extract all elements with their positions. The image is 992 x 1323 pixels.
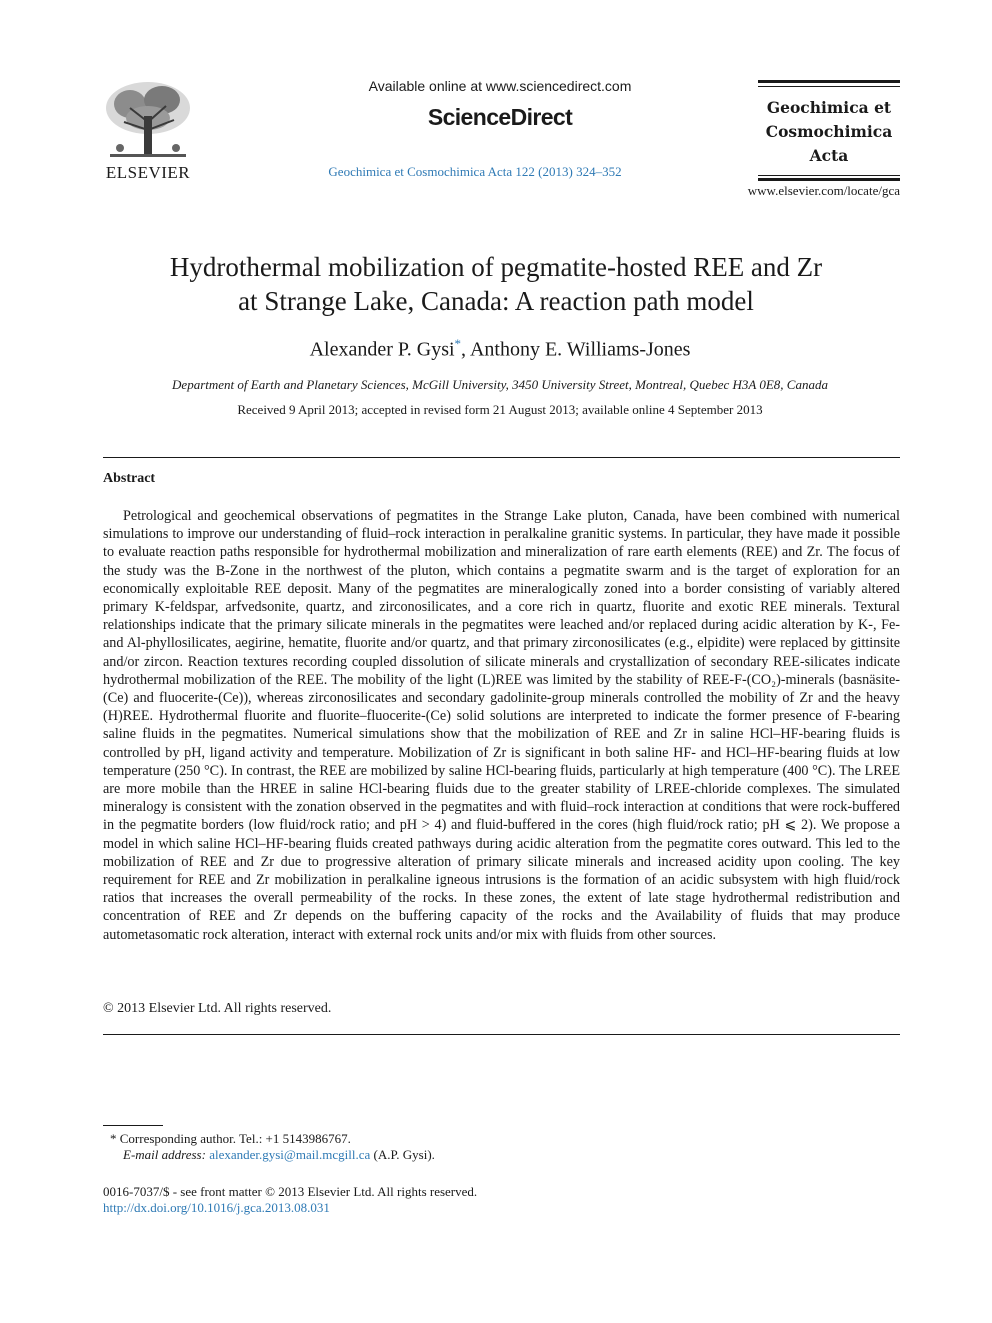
author-name: Anthony E. Williams-Jones [469, 338, 691, 361]
corresponding-author-mark[interactable]: * [454, 336, 462, 351]
journal-title [750, 96, 908, 168]
email-link[interactable]: alexander.gysi@mail.mcgill.ca [209, 1147, 371, 1162]
journal-rule-top-thick [758, 80, 900, 83]
available-online-text: Available online at www.sciencedirect.com [368, 78, 632, 94]
journal-rule-top-thin [758, 86, 900, 87]
journal-rule-bottom-thin [758, 175, 900, 176]
abstract-bottom-rule [103, 1034, 900, 1035]
corresponding-author-footnote: * Corresponding author. Tel.: +1 5143986767. [110, 1131, 351, 1146]
journal-title-line: Acta [809, 146, 849, 165]
received-dates: Received 9 April 2013; accepted in revised form 21 August 2013; available online 4 September 2013 [237, 402, 763, 417]
email-suffix: (A.P. Gysi). [370, 1147, 435, 1162]
article-title [80, 250, 912, 318]
title-line: at Strange Lake, Canada: A reaction path model [238, 286, 754, 316]
email-label: E-mail address: [123, 1147, 206, 1162]
journal-title-line: Cosmochimica [765, 122, 893, 141]
abstract-heading: Abstract [103, 471, 156, 486]
email-footnote [123, 1147, 435, 1163]
title-line: Hydrothermal mobilization of pegmatite-hosted REE and Zr [169, 252, 823, 282]
abstract-body [103, 507, 900, 944]
sciencedirect-wordmark: ScienceDirect [427, 104, 573, 130]
author-separator: , [461, 338, 470, 361]
abstract-text: Petrological and geochemical observations of pegmatites in the Strange Lake pluton, Canada, have been combined with numerical simulations to improve our understanding of fluid–rock interaction in peralkaline granitic systems. In particular, they have made it possible to evaluate reaction paths responsible for hydrothermal mobilization and mineralization of rare earth elements (REE) and Zr. The focus of the study was the B-Zone in the northwest of the pluton, which contains a pegmatite swarm and is the target of exploration for an economically exploitable REE deposit. Many of the pegmatites are mineralogically zoned into a border consisting of variably altered primary K-feldspar, arfvedsonite, quartz, and zirconosilicates, and a core rich in quartz, fluorite and exotic REE minerals. Textural relationships indicate that the primary silicate minerals in the pegmatites were leached and/or replaced during acidic alteration by K-, Fe- and Al-phyllosilicates, aegirine, hematite, fluorite and/or quartz, and that primary zirconosilicates (e.g., elpidite) were replaced by gittinsite and/or zircon. Reaction textures recording coupled dissolution of silicate minerals and crystallization of secondary REE-silicates indicate hydrothermal mobilization of the REE. The mobility of the light (L)REE was limited by the stability of REE-F-(CO₂)-minerals (basnäsite-(Ce) and fluocerite-(Ce)), whereas zirconosilicates and secondary gadolinite-group minerals controlled the mobility of Zr and the heavy (H)REE. Hydrothermal fluorite and fluorite–fluocerite-(Ce) solid solutions are interpreted to indicate the former presence of F-bearing saline fluids in the pegmatites. Numerical simulations show that the mobilization of REE and Zr in saline HCl–HF-bearing fluids is controlled by pH, ligand activity and temperature. Mobilization of Zr is significant in both saline HF- and HCl–HF-bearing fluids at low temperature (250 °C). In contrast, the REE are mobilized by saline HCl-bearing fluids, particularly at high temperature (400 °C). The LREE are more mobile than the HREE in saline HCl-bearing fluids due to the greater stability of LREE-chloride complexes. The simulated mineralogy is consistent with the zonation observed in the pegmatites and with fluid–rock interaction at conditions that were rock-buffered in the pegmatite borders (low fluid/rock ratio; and pH > 4) and fluid-buffered in the cores (high fluid/rock ratio; pH ⩽ 2). We propose a model in which saline HCl–HF-bearing fluids created pathways during acidic alteration from the pegmatite cores outward. This led to the mobilization of REE and Zr due to progressive alteration of primary silicate minerals and increased acidity upon cooling. The key requirement for REE and Zr mobilization in peralkaline igneous intrusions is the formation of an acidic subsystem with high fluid/rock ratios that increases the overall permeability of the rocks. In these zones, the extent of late stage hydrothermal redistribution and concentration of REE and Zr depends on the buffering capacity of the rocks and the Availability of fluids that may produce autometasomatic rock alteration, interact with external rock units and/or mix with fluids from other sources. [103, 508, 900, 943]
copyright-notice: © 2013 Elsevier Ltd. All rights reserved. [103, 1001, 332, 1016]
footnote-rule [103, 1125, 163, 1126]
author-name: Alexander P. Gysi [309, 338, 455, 361]
issn-line: 0016-7037/$ - see front matter © 2013 Elsevier Ltd. All rights reserved. [103, 1184, 478, 1199]
doi-link[interactable]: http://dx.doi.org/10.1016/j.gca.2013.08.031 [103, 1200, 330, 1215]
tree-logo-icon [100, 78, 196, 162]
journal-url[interactable]: www.elsevier.com/locate/gca [747, 183, 900, 198]
journal-title-line: Geochimica et [766, 98, 892, 117]
publisher-name: ELSEVIER [105, 163, 191, 182]
affiliation: Department of Earth and Planetary Sciences, McGill University, 3450 University Street, Montreal, Quebec H3A 0E8, Canada [172, 377, 828, 392]
author-list [100, 336, 900, 362]
journal-rule-bottom-thick [758, 178, 900, 181]
abstract-top-rule [103, 457, 900, 458]
journal-citation-link[interactable]: Geochimica et Cosmochimica Acta 122 (2013) 324–352 [328, 164, 622, 179]
